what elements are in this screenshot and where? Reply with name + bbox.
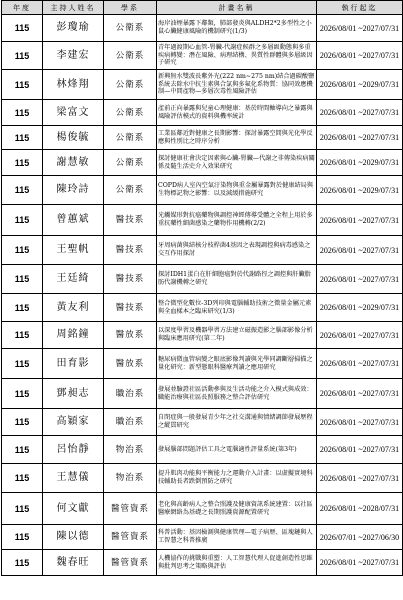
pi-cell: 謝慧敏 — [43, 150, 104, 176]
pi-cell: 鄧昶志 — [43, 379, 104, 409]
year-cell: 115 — [2, 265, 43, 294]
title-cell: 新興無水雙波長紫外光(222 nm~275 nm)結合過碳酸鹽系統去除水中抗生素與合氯與多氟化系物質：協同效應機制—中間產物—多層次毒性風險評估 — [157, 70, 317, 100]
pi-cell: 何文獻 — [43, 493, 104, 525]
pi-cell: 黃友利 — [43, 294, 104, 322]
table-row — [2, 15, 403, 42]
title-cell: 海岸油煙暴露下鄰類，肺部發炎與ALDH2*2多型性之小鼠心臟健康風險的機制研究(1/3) — [157, 15, 317, 42]
period-cell: 2026/08/01 ~2027/07/31 — [317, 322, 403, 349]
table-row — [2, 126, 403, 150]
dept-cell: 醫管資系 — [104, 493, 157, 525]
year-cell: 115 — [2, 150, 43, 176]
dept-cell: 醫技系 — [104, 294, 157, 322]
title-cell: 科普活動：基因檢測與健康管理—電子病歷、區塊鏈與人工智慧之科普推廣 — [157, 525, 317, 550]
period-cell: 2026/08/01 ~2029/07/31 — [317, 294, 403, 322]
title-cell: 探討健康社會決定因素與心臟-腎臟—代謝之非傳染疾病關係及隨生活史介入效果研究 — [157, 150, 317, 176]
year-cell: 115 — [2, 100, 43, 126]
dept-cell: 職治系 — [104, 409, 157, 436]
table-row — [2, 409, 403, 436]
dept-cell: 醫管資系 — [104, 525, 157, 550]
title-cell: 牙周病菌與結核分枝桿菌4基因之表現調控與病毒感染之交互作用探討 — [157, 236, 317, 265]
period-cell: 2026/08/01 ~2029/07/31 — [317, 176, 403, 205]
title-cell: 以深度學習及機器學習方法建立磁振造影之腦部影像分析與臨床應用研究(第二年) — [157, 322, 317, 349]
table-row — [2, 525, 403, 550]
title-cell: 產前正向暴露與兒童心理健康：基於時間軸導向之暴露與風險評估模式的資料與機率統計 — [157, 100, 317, 126]
pi-cell: 呂怡靜 — [43, 436, 104, 464]
table-row — [2, 349, 403, 379]
pi-cell: 陳玲詩 — [43, 176, 104, 205]
pi-cell: 王慧儀 — [43, 464, 104, 493]
header-year: 年度 — [2, 1, 43, 15]
period-cell: 2026/08/01 ~2027/07/31 — [317, 265, 403, 294]
table-row — [2, 205, 403, 236]
table-row — [2, 294, 403, 322]
dept-cell: 公衛系 — [104, 15, 157, 42]
dept-cell: 物治系 — [104, 464, 157, 493]
pi-cell: 梁富文 — [43, 100, 104, 126]
pi-cell: 高穎家 — [43, 409, 104, 436]
header-dept: 學系 — [104, 1, 157, 15]
table-row — [2, 464, 403, 493]
year-cell: 115 — [2, 493, 43, 525]
year-cell: 115 — [2, 525, 43, 550]
period-cell: 2026/08/01 ~2027/07/31 — [317, 409, 403, 436]
year-cell: 115 — [2, 205, 43, 236]
project-table — [1, 0, 403, 576]
table-row — [2, 236, 403, 265]
dept-cell: 公衛系 — [104, 100, 157, 126]
pi-cell: 楊俊毓 — [43, 126, 104, 150]
period-cell: 2026/08/01 ~2027/07/31 — [317, 379, 403, 409]
period-cell: 2026/08/01 ~2029/07/31 — [317, 150, 403, 176]
table-row — [2, 176, 403, 205]
header-title: 計畫名稱 — [157, 1, 317, 15]
period-cell: 2026/08/01 ~2027/07/31 — [317, 236, 403, 265]
dept-cell: 醫放系 — [104, 322, 157, 349]
title-cell: 人機協作的挑戰與重塑：人工智慧代理人促進創造性思維與批判思考之策略與評估 — [157, 550, 317, 576]
year-cell: 115 — [2, 42, 43, 70]
period-cell: 2026/08/01 ~2027/07/31 — [317, 15, 403, 42]
table-row — [2, 550, 403, 576]
header-row — [2, 1, 403, 15]
pi-cell: 王聖帆 — [43, 236, 104, 265]
header-period: 執行起迄 — [317, 1, 403, 15]
dept-cell: 公衛系 — [104, 150, 157, 176]
title-cell: 工業區鄰近對健康之長期影響：探討暴露空間與光化學反應與性別比之時序分析 — [157, 126, 317, 150]
year-cell: 115 — [2, 176, 43, 205]
period-cell: 2026/08/01 ~2028/07/31 — [317, 493, 403, 525]
dept-cell: 醫技系 — [104, 205, 157, 236]
title-cell: 自閉症與一般發展青少年之社交溝通與情緒調節發展歷程之縱貫研究 — [157, 409, 317, 436]
dept-cell: 職治系 — [104, 379, 157, 409]
table-row — [2, 265, 403, 294]
pi-cell: 周銘鐘 — [43, 322, 104, 349]
title-cell: COPD病人室內空氣汙染物與重金屬暴露對於健康結局與生物標記物之影響：以及減緩措施研究 — [157, 176, 317, 205]
pi-cell: 王廷綺 — [43, 265, 104, 294]
year-cell: 115 — [2, 436, 43, 464]
year-cell: 115 — [2, 550, 43, 576]
pi-cell: 李建宏 — [43, 42, 104, 70]
title-cell: 提升肌肉功能與平衡能力之運動介入計畫：以虛擬實境科技輔助長者跌倒預防之研究 — [157, 464, 317, 493]
year-cell: 115 — [2, 294, 43, 322]
year-cell: 115 — [2, 70, 43, 100]
year-cell: 115 — [2, 236, 43, 265]
pi-cell: 林烽翔 — [43, 70, 104, 100]
table-row — [2, 70, 403, 100]
table-row — [2, 379, 403, 409]
period-cell: 2026/08/01 ~2027/07/31 — [317, 205, 403, 236]
title-cell: 糖尿病微血管病變之眼底影像判讀與光學同調斷層掃描之量化研究：新型態眼科醫療判讀之應用研究 — [157, 349, 317, 379]
dept-cell: 公衛系 — [104, 126, 157, 150]
period-cell: 2026/08/01 ~2029/07/31 — [317, 70, 403, 100]
table-row — [2, 493, 403, 525]
period-cell: 2026/08/01 ~2027/07/31 — [317, 126, 403, 150]
header-pi: 主持人姓名 — [43, 1, 104, 15]
dept-cell: 公衛系 — [104, 42, 157, 70]
dept-cell: 醫技系 — [104, 265, 157, 294]
year-cell: 115 — [2, 349, 43, 379]
dept-cell: 公衛系 — [104, 70, 157, 100]
table-row — [2, 436, 403, 464]
table-row — [2, 100, 403, 126]
year-cell: 115 — [2, 379, 43, 409]
year-cell: 115 — [2, 126, 43, 150]
dept-cell: 公衛系 — [104, 176, 157, 205]
year-cell: 115 — [2, 409, 43, 436]
title-cell: 青年過渡期心血管-腎臟-代謝症候群之多層級動態與多重疾病轉變：潛在風險、病理結構、異質性群體與多層級因子研究 — [157, 42, 317, 70]
dept-cell: 醫管資系 — [104, 550, 157, 576]
period-cell: 2026/08/01 ~2027/07/31 — [317, 100, 403, 126]
year-cell: 115 — [2, 464, 43, 493]
dept-cell: 醫放系 — [104, 349, 157, 379]
pi-cell: 彭瓊瑜 — [43, 15, 104, 42]
dept-cell: 醫技系 — [104, 236, 157, 265]
period-cell: 2026/08/01 ~2027/07/31 — [317, 550, 403, 576]
pi-cell: 陳以德 — [43, 525, 104, 550]
title-cell: 整合微型化數位-3D列印與電腦輔助技術之微量金屬元素與全血樣本之臨床研究(1/3) — [157, 294, 317, 322]
title-cell: 發展腦部問題評估工具之電腦適性評量系統(第3年) — [157, 436, 317, 464]
pi-cell: 魏春旺 — [43, 550, 104, 576]
table-row — [2, 322, 403, 349]
year-cell: 115 — [2, 15, 43, 42]
title-cell: 老化與高齡病人之整合照護及健康資訊系統建置：以社區醫療網絡為基礎之長期照護資源配置研究 — [157, 493, 317, 525]
period-cell: 2026/08/01 ~2027/07/31 — [317, 436, 403, 464]
period-cell: 2026/08/01 ~2027/07/31 — [317, 42, 403, 70]
period-cell: 2026/07/01 ~2027/06/30 — [317, 525, 403, 550]
title-cell: 發展並驗證社區活動參與及生活功能之介入模式與成效：職能治療與社區長照服務之整合評估研究 — [157, 379, 317, 409]
year-cell: 115 — [2, 322, 43, 349]
pi-cell: 曾蕙斌 — [43, 205, 104, 236]
table-row — [2, 42, 403, 70]
title-cell: 光觸媒形對抗癌藥物與調控神經傳導受體之全程上用於多重抗藥性細菌感染之藥物作用機轉(2/2) — [157, 205, 317, 236]
title-cell: 探討IDH1蛋白在肝細胞癌對於代謝路徑之調控與肝臟脂肪代謝機轉之研究 — [157, 265, 317, 294]
dept-cell: 物治系 — [104, 436, 157, 464]
pi-cell: 田育影 — [43, 349, 104, 379]
table-row — [2, 150, 403, 176]
period-cell: 2026/08/01 ~2027/07/31 — [317, 464, 403, 493]
period-cell: 2026/08/01 ~2027/07/31 — [317, 349, 403, 379]
